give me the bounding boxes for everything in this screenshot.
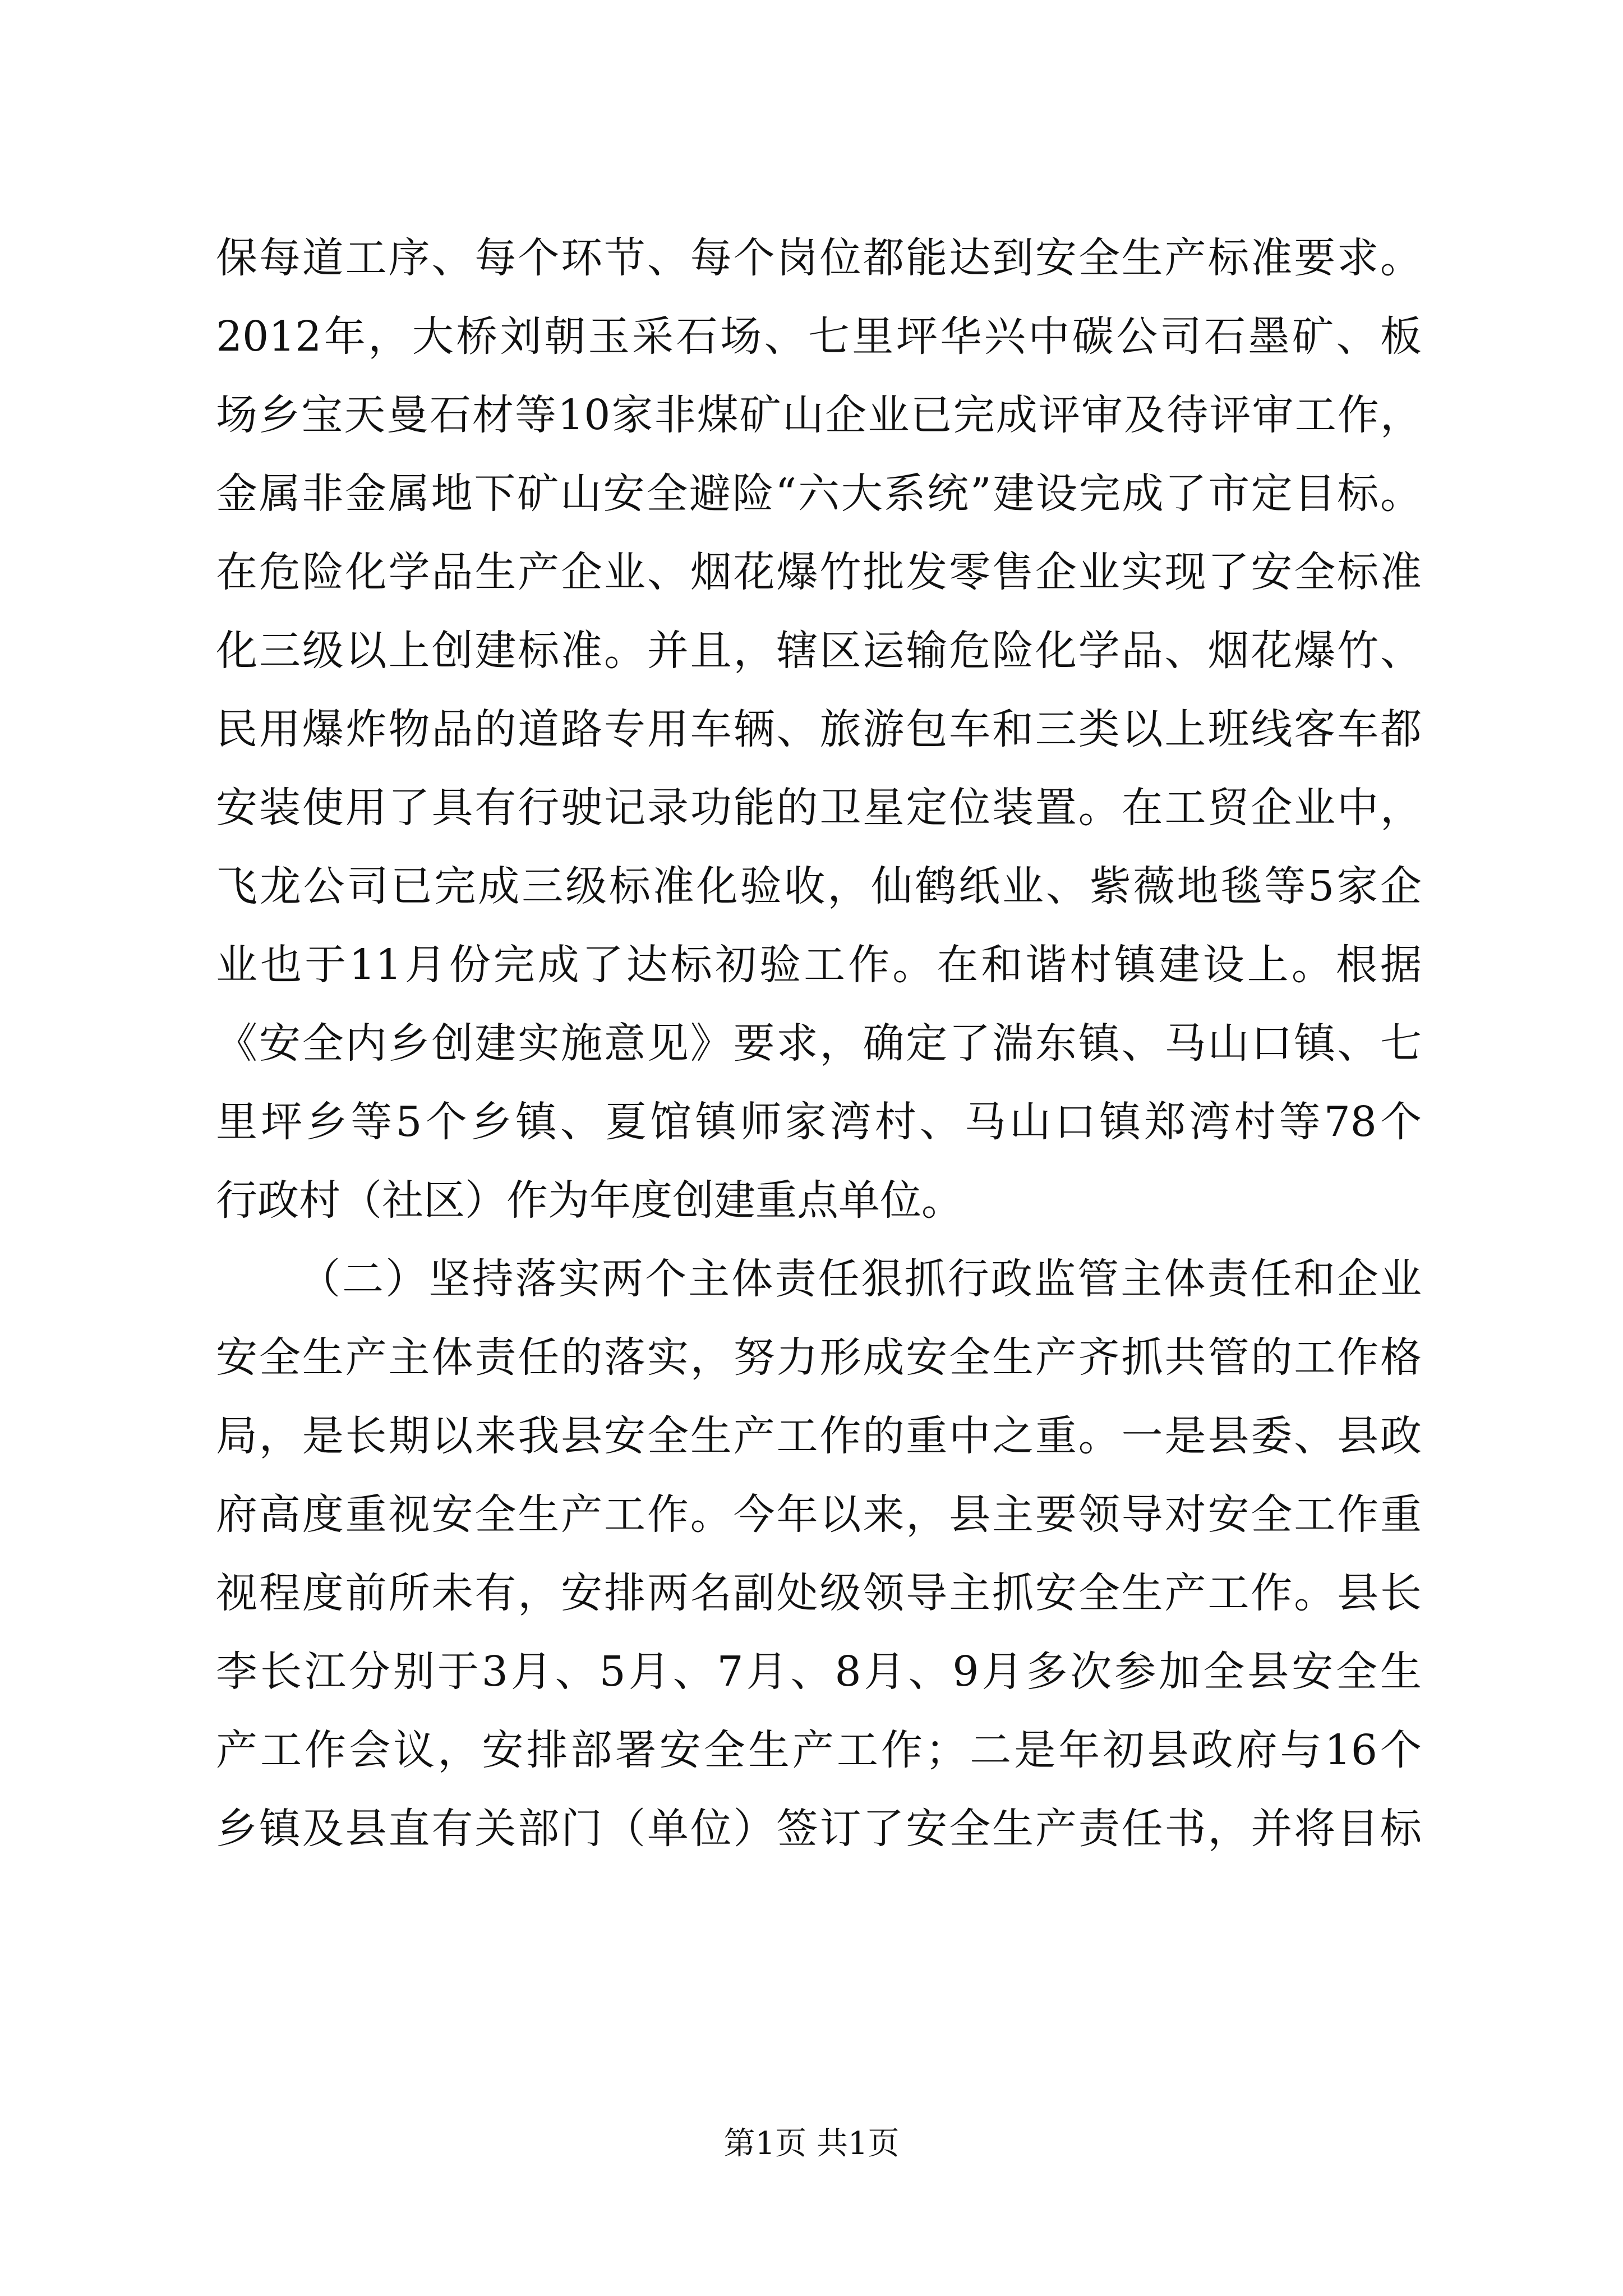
text-line: 李长江分别于3月、5月、7月、8月、9月多次参加全县安全生: [216, 1648, 1422, 1696]
text-line: 安全生产主体责任的落实，努力形成安全生产齐抓共管的工作格: [216, 1333, 1422, 1382]
text-line: 乡镇及县直有关部门（单位）签订了安全生产责任书，并将目标: [216, 1805, 1422, 1853]
text-line: 里坪乡等5个乡镇、夏馆镇师家湾村、马山口镇郑湾村等78个: [216, 1098, 1422, 1146]
page-number-footer: 第1页 共1页: [723, 2125, 900, 2162]
text-line: 安装使用了具有行驶记录功能的卫星定位装置。在工贸企业中，: [216, 784, 1422, 832]
text-line: 产工作会议，安排部署安全生产工作；二是年初县政府与16个: [216, 1726, 1422, 1774]
text-line: 保每道工序、每个环节、每个岗位都能达到安全生产标准要求。: [216, 234, 1422, 282]
section-heading-line: （二）坚持落实两个主体责任狠抓行政监管主体责任和企业: [299, 1255, 1422, 1303]
text-line: 民用爆炸物品的道路专用车辆、旅游包车和三类以上班线客车都: [216, 705, 1422, 753]
body-text: [216, 219, 1422, 1868]
text-line: 视程度前所未有，安排两名副处级领导主抓安全生产工作。县长: [216, 1569, 1422, 1617]
text-line: 府高度重视安全生产工作。今年以来，县主要领导对安全工作重: [216, 1490, 1422, 1539]
text-line: 业也于11月份完成了达标初验工作。在和谐村镇建设上。根据: [216, 941, 1422, 989]
text-line: 化三级以上创建标准。并且，辖区运输危险化学品、烟花爆竹、: [216, 627, 1422, 675]
text-line: 《安全内乡创建实施意见》要求，确定了湍东镇、马山口镇、七: [216, 1019, 1422, 1068]
text-line-paragraph-end: 行政村（社区）作为年度创建重点单位。: [216, 1176, 963, 1225]
text-line: 金属非金属地下矿山安全避险“六大系统”建设完成了市定目标。: [216, 470, 1422, 518]
text-line: 局，是长期以来我县安全生产工作的重中之重。一是县委、县政: [216, 1412, 1422, 1460]
text-line: 飞龙公司已完成三级标准化验收，仙鹤纸业、紫薇地毯等5家企: [216, 862, 1422, 910]
text-line: 2012年，大桥刘朝玉采石场、七里坪华兴中碳公司石墨矿、板: [216, 312, 1422, 361]
text-line: 场乡宝天曼石材等10家非煤矿山企业已完成评审及待评审工作，: [216, 391, 1422, 439]
text-line: 在危险化学品生产企业、烟花爆竹批发零售企业实现了安全标准: [216, 548, 1422, 596]
